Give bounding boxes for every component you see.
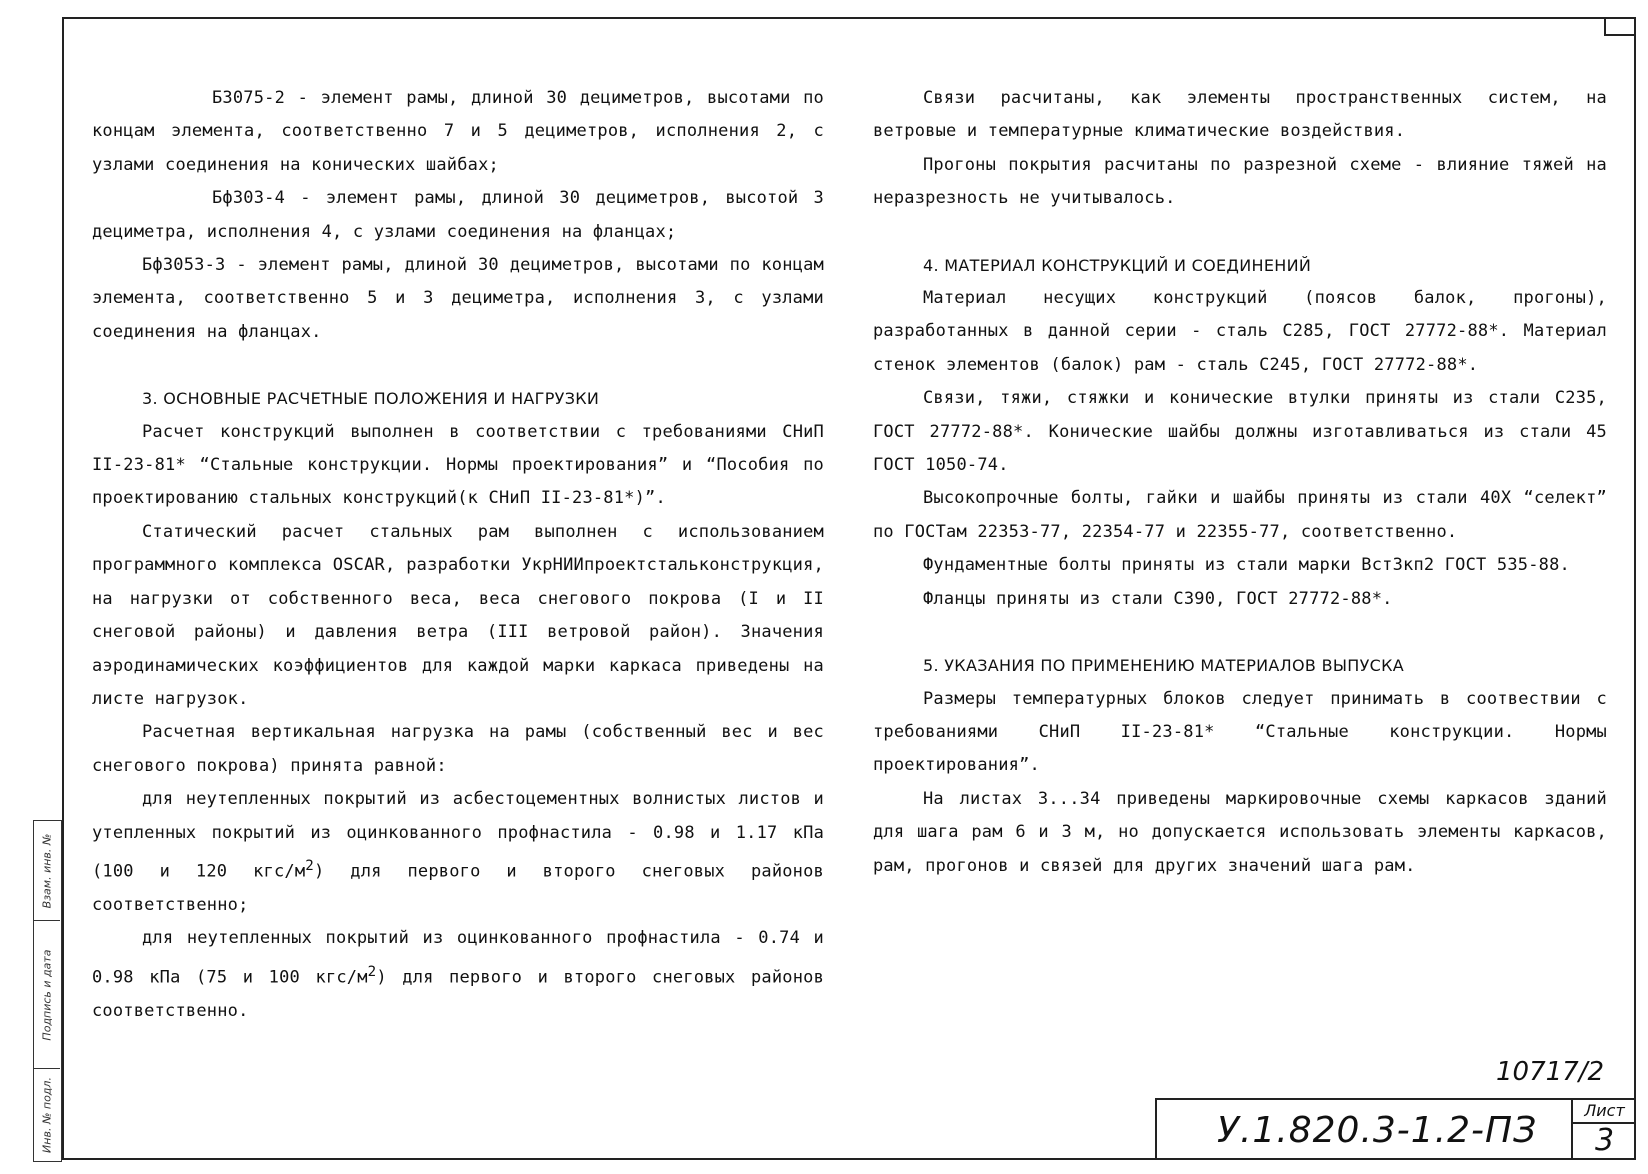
paragraph-flanges: Фланцы приняты из стали С390, ГОСТ 27772-88*.: [923, 588, 1393, 609]
paragraph-main-material: Материал несущих конструкций (поясов балок, прогоны), разработанных в данной серии - сталь С285, ГОСТ 27772-88*. Материал стенок элементов (балок) рам - сталь С245, ГОСТ 27772-88*.: [873, 288, 1607, 375]
paragraph-calc-norms: Расчет конструкций выполнен в соответствии с требованиями СНиП II-23-81* “Стальные конструкции. Нормы проектирования” и “Пособия по проектированию стальных конструкций(к СНиП II-23-81*)”.: [92, 421, 824, 509]
right-column: [873, 82, 1607, 883]
stamp-label-original: Инв. № подл.: [40, 1076, 54, 1153]
paragraph-bf303: Бф303-4 - элемент рамы, длиной 30 дециметров, высотой 3 дециметра, исполнения 4, с узлами соединения на фланцах;: [92, 188, 824, 242]
section-4-heading: 4. МАТЕРИАЛ КОНСТРУКЦИЙ И СОЕДИНЕНИЙ: [923, 255, 1312, 275]
paragraph-marking-schemes: На листах 3...34 приведены маркировочные схемы каркасов зданий для шага рам 6 и 3 м, но допускается использовать элементы каркасов, рам, прогонов и связей для других значений шага рам.: [873, 788, 1607, 876]
load-values-2-tail: ) для первого и второго снеговых районов соответственно.: [92, 967, 824, 1021]
title-block: [1155, 1098, 1636, 1160]
paragraph-bracing-material: Связи, тяжи, стяжки и конические втулки приняты из стали С235, ГОСТ 27772-88*. Конические шайбы должны изготавливаться из стали 45 ГОСТ 1050-74.: [873, 388, 1607, 476]
load-values-1-text: для неутепленных покрытий из асбестоцементных волнистых листов и утепленных покрытий из оцинкованного профнастила - 0.98 и 1.17 кПа (100 и 120 кгс/м: [92, 789, 824, 882]
paragraph-purlins: Прогоны покрытия расчитаны по разрезной схеме - влияние тяжей на неразрезность не учитывалось.: [873, 154, 1607, 209]
sheet-number: 3: [1594, 1123, 1615, 1158]
stamp-label-signature: Подпись и дата: [40, 948, 54, 1041]
load-values-1-tail: ) для первого и второго снеговых районов соответственно;: [92, 861, 824, 915]
superscript-2: 2: [367, 963, 377, 980]
paragraph-bracing: Связи расчитаны, как элементы пространственных систем, на ветровые и температурные климатические воздействия.: [873, 88, 1607, 142]
paragraph-b3075: Б3075-2 - элемент рамы, длиной 30 дециметров, высотами по концам элемента, соответственно 7 и 5 дециметров, исполнения 2, с узлами соединения на конических шайбах;: [92, 88, 824, 175]
document-code: У.1.820.3-1.2-ПЗ: [1217, 1110, 1538, 1151]
left-column: [92, 82, 824, 1028]
inventory-number: 10717/2: [1496, 1057, 1605, 1087]
paragraph-vertical-load: Расчетная вертикальная нагрузка на рамы (собственный вес и вес снегового покрова) принята равной:: [92, 722, 824, 776]
paragraph-bolts: Высокопрочные болты, гайки и шайбы приняты из стали 40Х “селект” по ГОСТам 22353-77, 22354-77 и 22355-77, соответственно.: [873, 488, 1607, 542]
paragraph-static-calc: Статический расчет стальных рам выполнен с использованием программного комплекса OSCAR, разработки УкрНИИпроектстальконструкция, на нагрузки от собственного веса, веса снегового покрова (I и II снеговой районы) и давления ветра (III ветровой район). Значения аэродинамических коэффициентов для каждой марки каркаса приведены на листе нагрузок.: [92, 521, 824, 709]
sheet-box: [1571, 1100, 1636, 1160]
load-values-2-text: для неутепленных покрытий из оцинкованного профнастила - 0.74 и 0.98 кПа (75 и 100 кгс/м: [92, 928, 824, 988]
stamp-label-replacement: Взам. инв. №: [40, 833, 54, 908]
paragraph-anchor-bolts: Фундаментные болты приняты из стали марки Вст3кп2 ГОСТ 535-88.: [923, 555, 1570, 576]
superscript-2: 2: [305, 857, 314, 874]
stamp-cell-original: [34, 1069, 60, 1160]
paragraph-bf3053: Бф3053-3 - элемент рамы, длиной 30 дециметров, высотами по концам элемента, соответственно 5 и 3 дециметра, исполнения 3, с узлами соединения на фланцах.: [92, 255, 824, 342]
stamp-cell-signature: [34, 921, 60, 1069]
section-5-heading: 5. УКАЗАНИЯ ПО ПРИМЕНЕНИЮ МАТЕРИАЛОВ ВЫПУСКА: [923, 656, 1405, 676]
side-stamp: [33, 820, 62, 1162]
paragraph-load-values-2: [92, 922, 824, 1028]
sheet-label: Лист: [1573, 1100, 1636, 1124]
paragraph-load-values-1: [92, 783, 824, 922]
section-3-heading: 3. ОСНОВНЫЕ РАСЧЕТНЫЕ ПОЛОЖЕНИЯ И НАГРУЗКИ: [142, 389, 600, 409]
corner-mark: [1604, 19, 1634, 36]
paragraph-temperature-blocks: Размеры температурных блоков следует принимать в соотвествии с требованиями СНиП II-23-81* “Стальные конструкции. Нормы проектирования”.: [873, 688, 1607, 776]
stamp-cell-replacement: [34, 821, 60, 921]
